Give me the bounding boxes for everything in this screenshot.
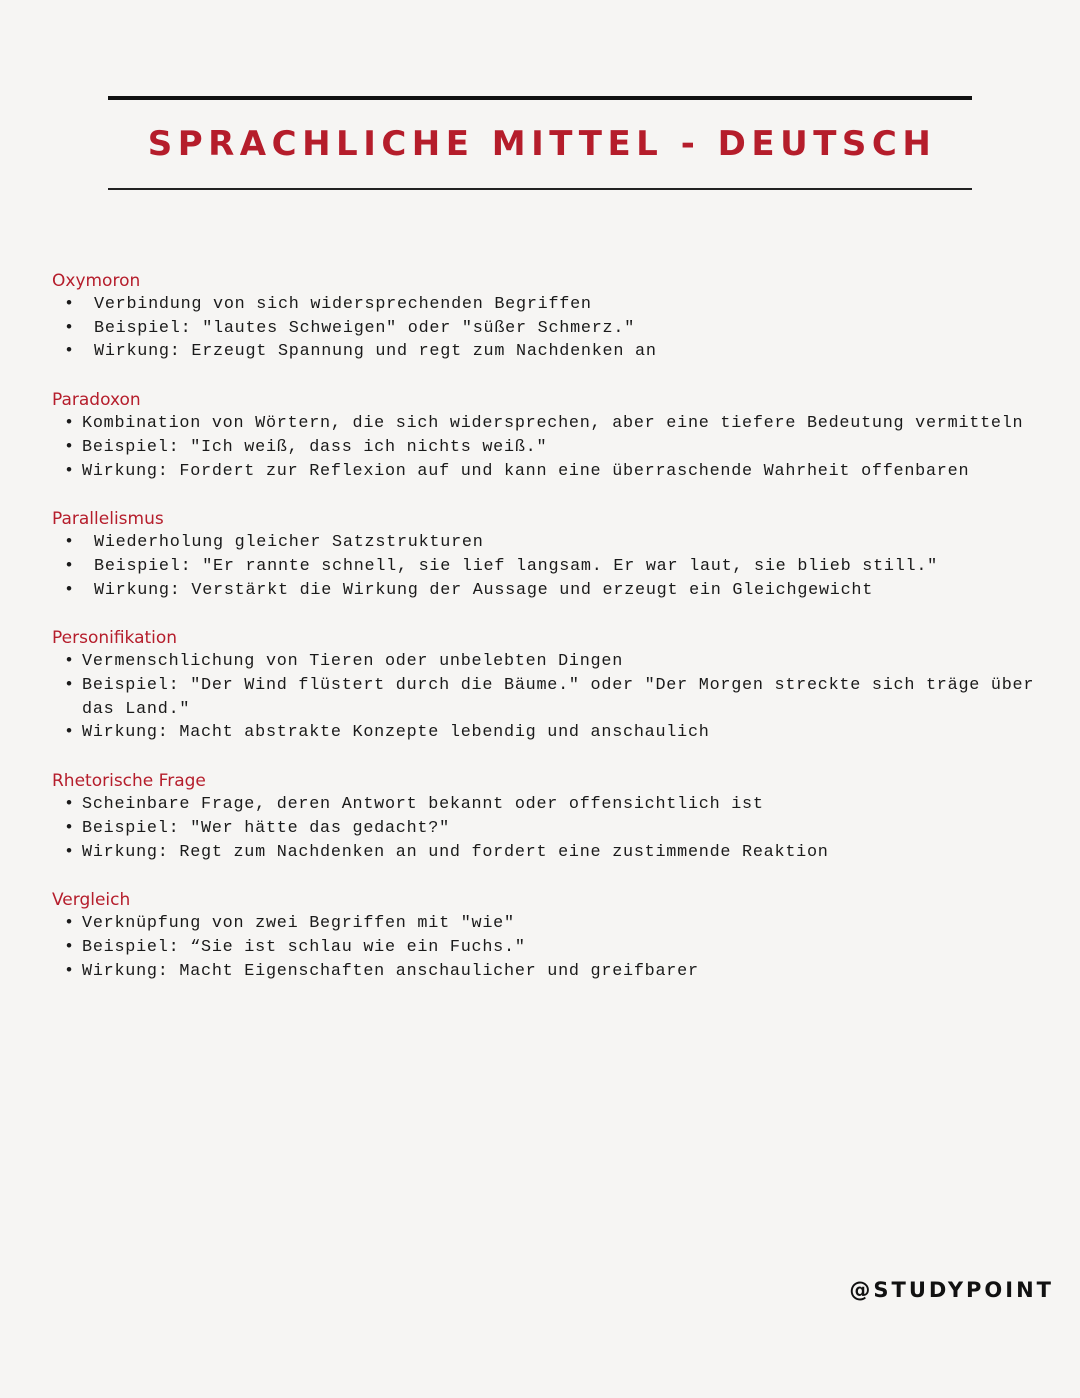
bullet-icon: • [64, 318, 75, 338]
item-text: Beispiel: "lautes Schweigen" oder "süßer Schmerz." [94, 318, 636, 338]
list-item [52, 531, 1062, 555]
item-text: Beispiel: "Ich weiß, dass ich nichts weiß." [82, 437, 548, 457]
item-text: Wirkung: Verstärkt die Wirkung der Aussage und erzeugt ein Gleichgewicht [94, 580, 874, 600]
list-item [52, 317, 1062, 341]
bullet-icon: • [64, 914, 75, 934]
item-text: Beispiel: "Wer hätte das gedacht?" [82, 818, 450, 838]
item-text: Wirkung: Fordert zur Reflexion auf und kann eine überraschende Wahrheit offenbaren [82, 461, 970, 481]
item-list [52, 912, 1062, 983]
bullet-icon: • [64, 461, 75, 481]
list-item [52, 579, 1062, 603]
item-list [52, 650, 1062, 745]
item-text: Vermenschlichung von Tieren oder unbelebten Dingen [82, 652, 624, 672]
bullet-icon: • [64, 818, 75, 838]
page-title: SPRACHLICHE MITTEL - DEUTSCH [147, 124, 937, 164]
section-parallelismus [52, 508, 1062, 602]
header-rule-top [108, 96, 972, 100]
list-item [52, 436, 1062, 460]
section-vergleich [52, 889, 1062, 983]
bullet-icon: • [64, 937, 75, 957]
item-text: Scheinbare Frage, deren Antwort bekannt oder offensichtlich ist [82, 795, 764, 815]
item-text: Beispiel: “Sie ist schlau wie ein Fuchs." [82, 937, 526, 957]
section-rhetorische-frage [52, 770, 1062, 864]
list-item [52, 650, 1062, 674]
list-item [52, 817, 1062, 841]
term-sections [52, 270, 1062, 1008]
bullet-icon: • [64, 580, 75, 600]
section-heading: Personifikation [52, 628, 178, 649]
brand-handle: @STUDYPOINT [849, 1278, 1054, 1302]
item-text: Beispiel: "Er rannte schnell, sie lief langsam. Er war laut, sie blieb still." [94, 556, 938, 576]
section-heading: Parallelismus [52, 509, 164, 530]
section-personifikation [52, 627, 1062, 745]
item-text: Wiederholung gleicher Satzstrukturen [94, 533, 484, 553]
item-text: Wirkung: Macht abstrakte Konzepte lebendig und anschaulich [82, 723, 710, 743]
list-item [52, 936, 1062, 960]
list-item [52, 960, 1062, 984]
bullet-icon: • [64, 342, 75, 362]
item-text: Verbindung von sich widersprechenden Begriffen [94, 295, 592, 314]
section-heading: Rhetorische Frage [52, 771, 206, 792]
bullet-icon: • [64, 295, 75, 314]
item-text: Verknüpfung von zwei Begriffen mit "wie" [82, 914, 515, 934]
section-heading: Vergleich [52, 890, 131, 911]
item-list [52, 412, 1062, 483]
list-item [52, 340, 1062, 364]
bullet-icon: • [64, 723, 75, 743]
bullet-icon: • [64, 533, 75, 553]
item-text: Wirkung: Macht Eigenschaften anschaulicher und greifbarer [82, 961, 699, 981]
item-list [52, 293, 1062, 364]
list-item [52, 555, 1062, 579]
list-item [52, 293, 1062, 317]
list-item [52, 412, 1062, 436]
bullet-icon: • [64, 795, 75, 815]
list-item [52, 793, 1062, 817]
list-item [52, 460, 1062, 484]
item-text: Kombination von Wörtern, die sich widersprechen, aber eine tiefere Bedeutung vermitteln [82, 414, 1024, 434]
header-rule-bottom [108, 188, 972, 190]
list-item [52, 912, 1062, 936]
item-list [52, 793, 1062, 864]
bullet-icon: • [64, 414, 75, 434]
item-text: Beispiel: "Der Wind flüstert durch die Bäume." oder "Der Morgen streckte sich träge über das Land." [82, 676, 1035, 719]
section-heading: Oxymoron [52, 271, 141, 291]
section-heading: Paradoxon [52, 390, 141, 411]
item-text: Wirkung: Erzeugt Spannung und regt zum Nachdenken an [94, 342, 657, 362]
list-item [52, 841, 1062, 865]
bullet-icon: • [64, 961, 75, 981]
section-paradoxon [52, 389, 1062, 483]
list-item [52, 721, 1062, 745]
bullet-icon: • [64, 676, 75, 696]
bullet-icon: • [64, 842, 75, 862]
bullet-icon: • [64, 556, 75, 576]
item-list [52, 531, 1062, 602]
bullet-icon: • [64, 652, 75, 672]
item-text: Wirkung: Regt zum Nachdenken an und fordert eine zustimmende Reaktion [82, 842, 829, 862]
list-item [52, 674, 1062, 721]
section-oxymoron [52, 270, 1062, 364]
bullet-icon: • [64, 437, 75, 457]
